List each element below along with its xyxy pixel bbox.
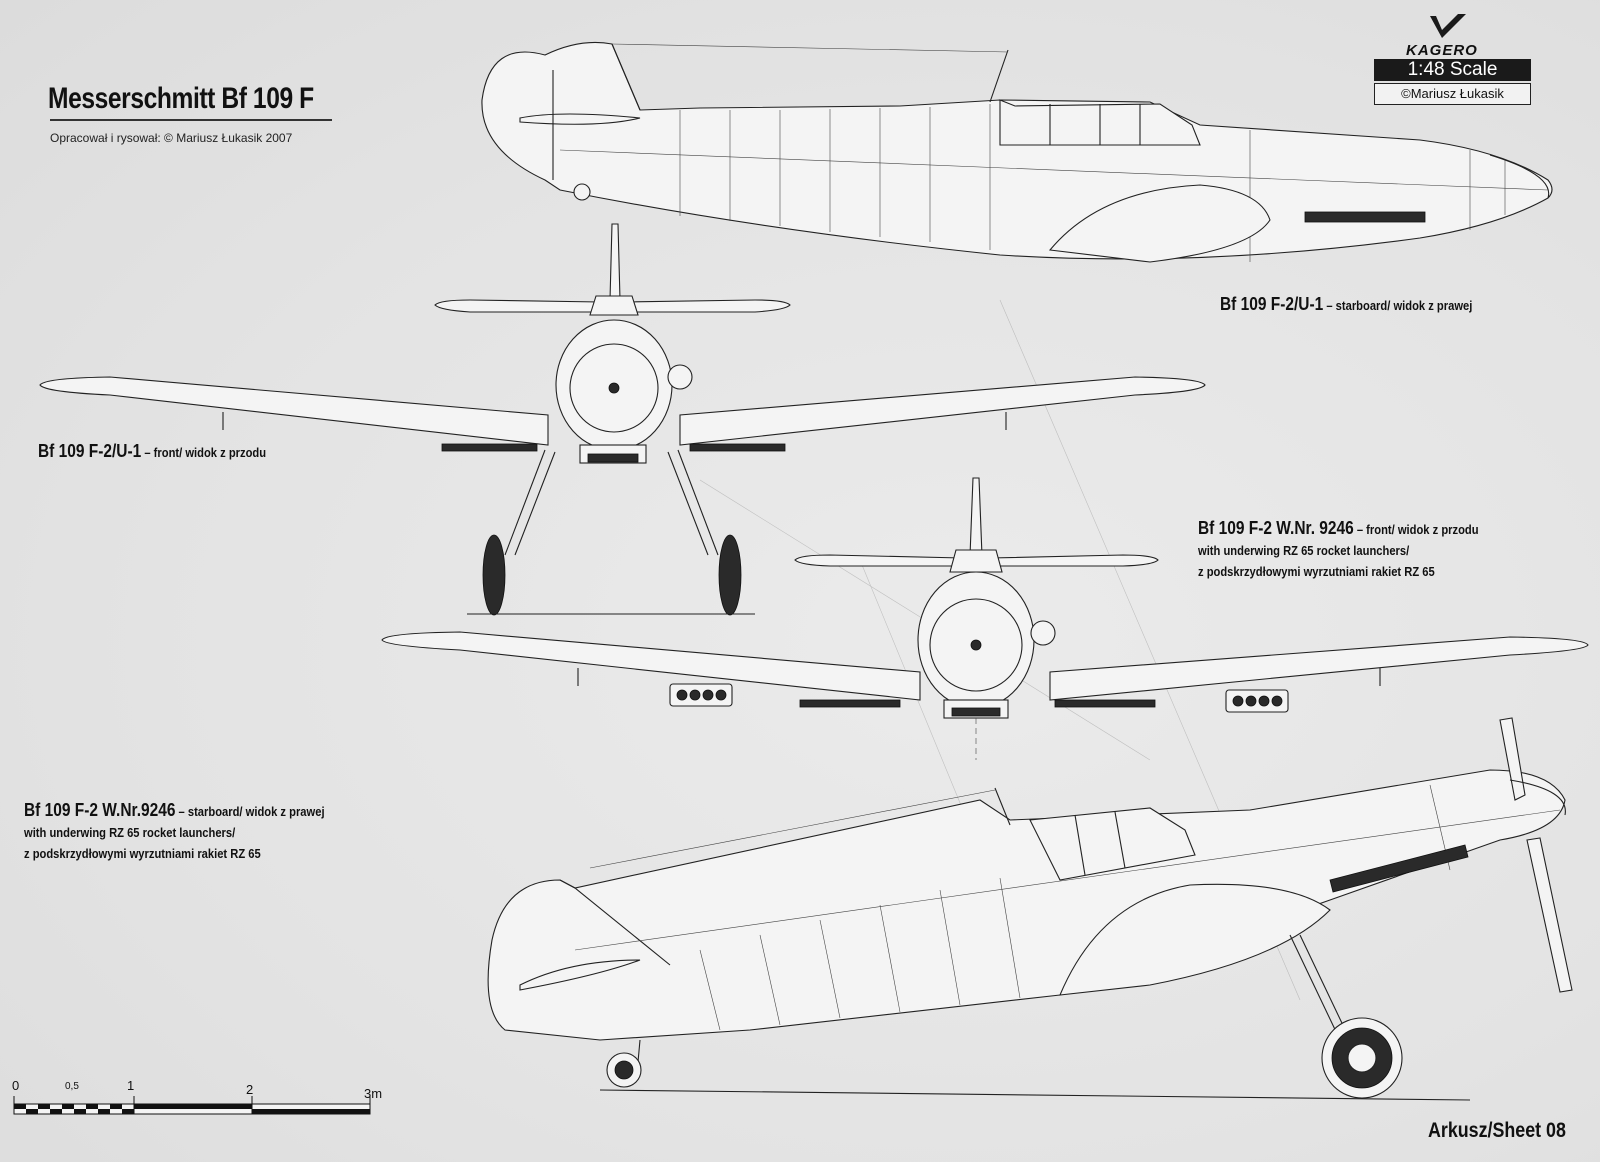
sheet-title: Messerschmitt Bf 109 F	[48, 82, 314, 115]
scale-tick-0-5: 0,5	[65, 1081, 79, 1092]
label-side-view-f2	[24, 800, 325, 864]
label-side-view-f2-model: Bf 109 F-2 W.Nr.9246	[24, 800, 176, 820]
label-side-view-f2-line3: z podskrzydłowymi wyrzutniami rakiet RZ 65	[24, 846, 261, 861]
author-credit: Opracował i rysował: © Mariusz Łukasik 2007	[50, 131, 293, 145]
label-side-view-f2-line2: with underwing RZ 65 rocket launchers/	[24, 825, 236, 840]
label-front-view-f2-model: Bf 109 F-2 W.Nr. 9246	[1198, 518, 1354, 538]
label-front-view-f2-desc: – front/ widok z przodu	[1353, 522, 1479, 537]
label-front-view-f2u1-desc: – front/ widok z przodu	[141, 445, 267, 460]
scale-tick-2: 2	[246, 1082, 254, 1097]
scale-label: 1:48 Scale	[1374, 59, 1531, 81]
side-view-f2	[488, 718, 1572, 1100]
label-front-view-f2	[1198, 518, 1479, 582]
label-front-view-f2u1	[38, 441, 266, 463]
sheet-number: Arkusz/Sheet 08	[1428, 1119, 1566, 1142]
scale-tick-0: 0	[12, 1078, 20, 1093]
label-front-view-f2-line2: with underwing RZ 65 rocket launchers/	[1198, 543, 1410, 558]
publisher-name: KAGERO	[1406, 42, 1478, 59]
label-side-view-f2-desc: – starboard/ widok z prawej	[175, 804, 325, 819]
scale-tick-3m: 3m	[364, 1086, 383, 1101]
scale-bar	[10, 1078, 383, 1128]
front-view-f2u1	[40, 224, 1205, 615]
brand-copyright: ©Mariusz Łukasik	[1374, 83, 1531, 105]
label-side-view-f2u1	[1220, 294, 1472, 316]
scale-tick-1: 1	[127, 1078, 135, 1093]
label-side-view-f2u1-model: Bf 109 F-2/U-1	[1220, 294, 1324, 314]
rz65-launcher-left	[670, 684, 732, 706]
side-view-f2u1	[482, 42, 1552, 262]
scale-bar-graphic	[10, 1078, 383, 1128]
label-front-view-f2-line3: z podskrzydłowymi wyrzutniami rakiet RZ 65	[1198, 564, 1435, 579]
rz65-launcher-right	[1226, 690, 1288, 712]
label-side-view-f2u1-desc: – starboard/ widok z prawej	[1323, 298, 1473, 313]
label-front-view-f2u1-model: Bf 109 F-2/U-1	[38, 441, 142, 461]
